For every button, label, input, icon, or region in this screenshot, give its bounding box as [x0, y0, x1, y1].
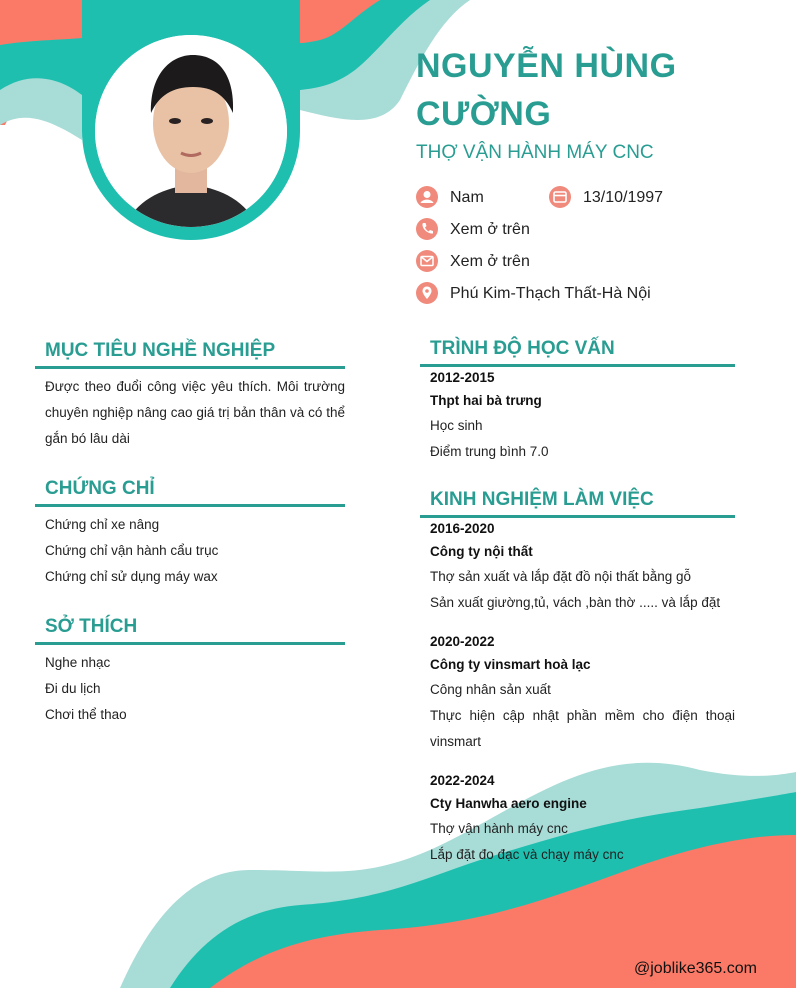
- mail-icon: [416, 250, 438, 272]
- job-position: Thợ sản xuất và lắp đặt đồ nội thất bằng gỗ: [430, 569, 692, 584]
- education-school: Thpt hai bà trưng: [430, 393, 542, 408]
- candidate-name: NGUYỄN HÙNG CƯỜNG: [416, 47, 677, 133]
- education-detail: Điểm trung bình 7.0: [430, 444, 549, 459]
- job-company: Công ty vinsmart hoà lạc: [430, 657, 591, 672]
- education-major: Học sinh: [430, 418, 483, 433]
- job-description: Lắp đặt đo đạc và chạy máy cnc: [430, 847, 624, 862]
- brand-watermark[interactable]: @joblike365.com: [634, 960, 757, 977]
- hobbies-divider: [35, 642, 345, 645]
- job-title: THỢ VẬN HÀNH MÁY CNC: [416, 142, 654, 163]
- hobby-item: Chơi thể thao: [45, 707, 127, 722]
- calendar-icon: [549, 186, 571, 208]
- certificates-divider: [35, 504, 345, 507]
- location-icon: [416, 282, 438, 304]
- photo-frame: [82, 0, 300, 240]
- job-period: 2022-2024: [430, 773, 495, 788]
- certificates-heading: CHỨNG CHỈ: [45, 478, 155, 499]
- education-divider: [420, 364, 735, 367]
- hobby-item: Đi du lịch: [45, 681, 101, 696]
- experience-heading: KINH NGHIỆM LÀM VIỆC: [430, 489, 654, 510]
- address-value: Phú Kim-Thạch Thất-Hà Nội: [450, 285, 651, 302]
- hobby-item: Nghe nhạc: [45, 655, 111, 670]
- portrait-image: [95, 35, 287, 227]
- job-company: Cty Hanwha aero engine: [430, 796, 587, 811]
- objective-text: Được theo đuổi công việc yêu thích. Môi trường chuyên nghiệp nâng cao giá trị bản thân và có thể gắn bó lâu dài: [45, 379, 345, 446]
- job-period: 2016-2020: [430, 521, 495, 536]
- experience-divider: [420, 515, 735, 518]
- job-position: Công nhân sản xuất: [430, 682, 551, 697]
- education-heading: TRÌNH ĐỘ HỌC VẤN: [430, 338, 615, 359]
- phone-icon: [416, 218, 438, 240]
- education-period: 2012-2015: [430, 370, 495, 385]
- certificate-item: Chứng chỉ vận hành cẩu trục: [45, 543, 219, 558]
- objective-divider: [35, 366, 345, 369]
- job-description: Thực hiện cập nhật phần mềm cho điện thoại vinsmart: [430, 708, 735, 749]
- birthdate-value: 13/10/1997: [583, 189, 664, 206]
- job-position: Thợ vận hành máy cnc: [430, 821, 568, 836]
- certificate-item: Chứng chỉ xe nâng: [45, 517, 160, 532]
- job-period: 2020-2022: [430, 634, 495, 649]
- gender-value: Nam: [450, 189, 484, 206]
- hobbies-heading: SỞ THÍCH: [45, 616, 138, 637]
- phone-value[interactable]: Xem ở trên: [450, 221, 530, 238]
- person-icon: [416, 186, 438, 208]
- email-value[interactable]: Xem ở trên: [450, 253, 530, 270]
- objective-heading: MỤC TIÊU NGHỀ NGHIỆP: [45, 340, 276, 361]
- job-company: Công ty nội thất: [430, 544, 533, 559]
- job-description: Sản xuất giường,tủ, vách ,bàn thờ ..... và lắp đặt: [430, 595, 721, 610]
- certificate-item: Chứng chỉ sử dụng máy wax: [45, 569, 218, 584]
- profile-photo: [95, 35, 287, 227]
